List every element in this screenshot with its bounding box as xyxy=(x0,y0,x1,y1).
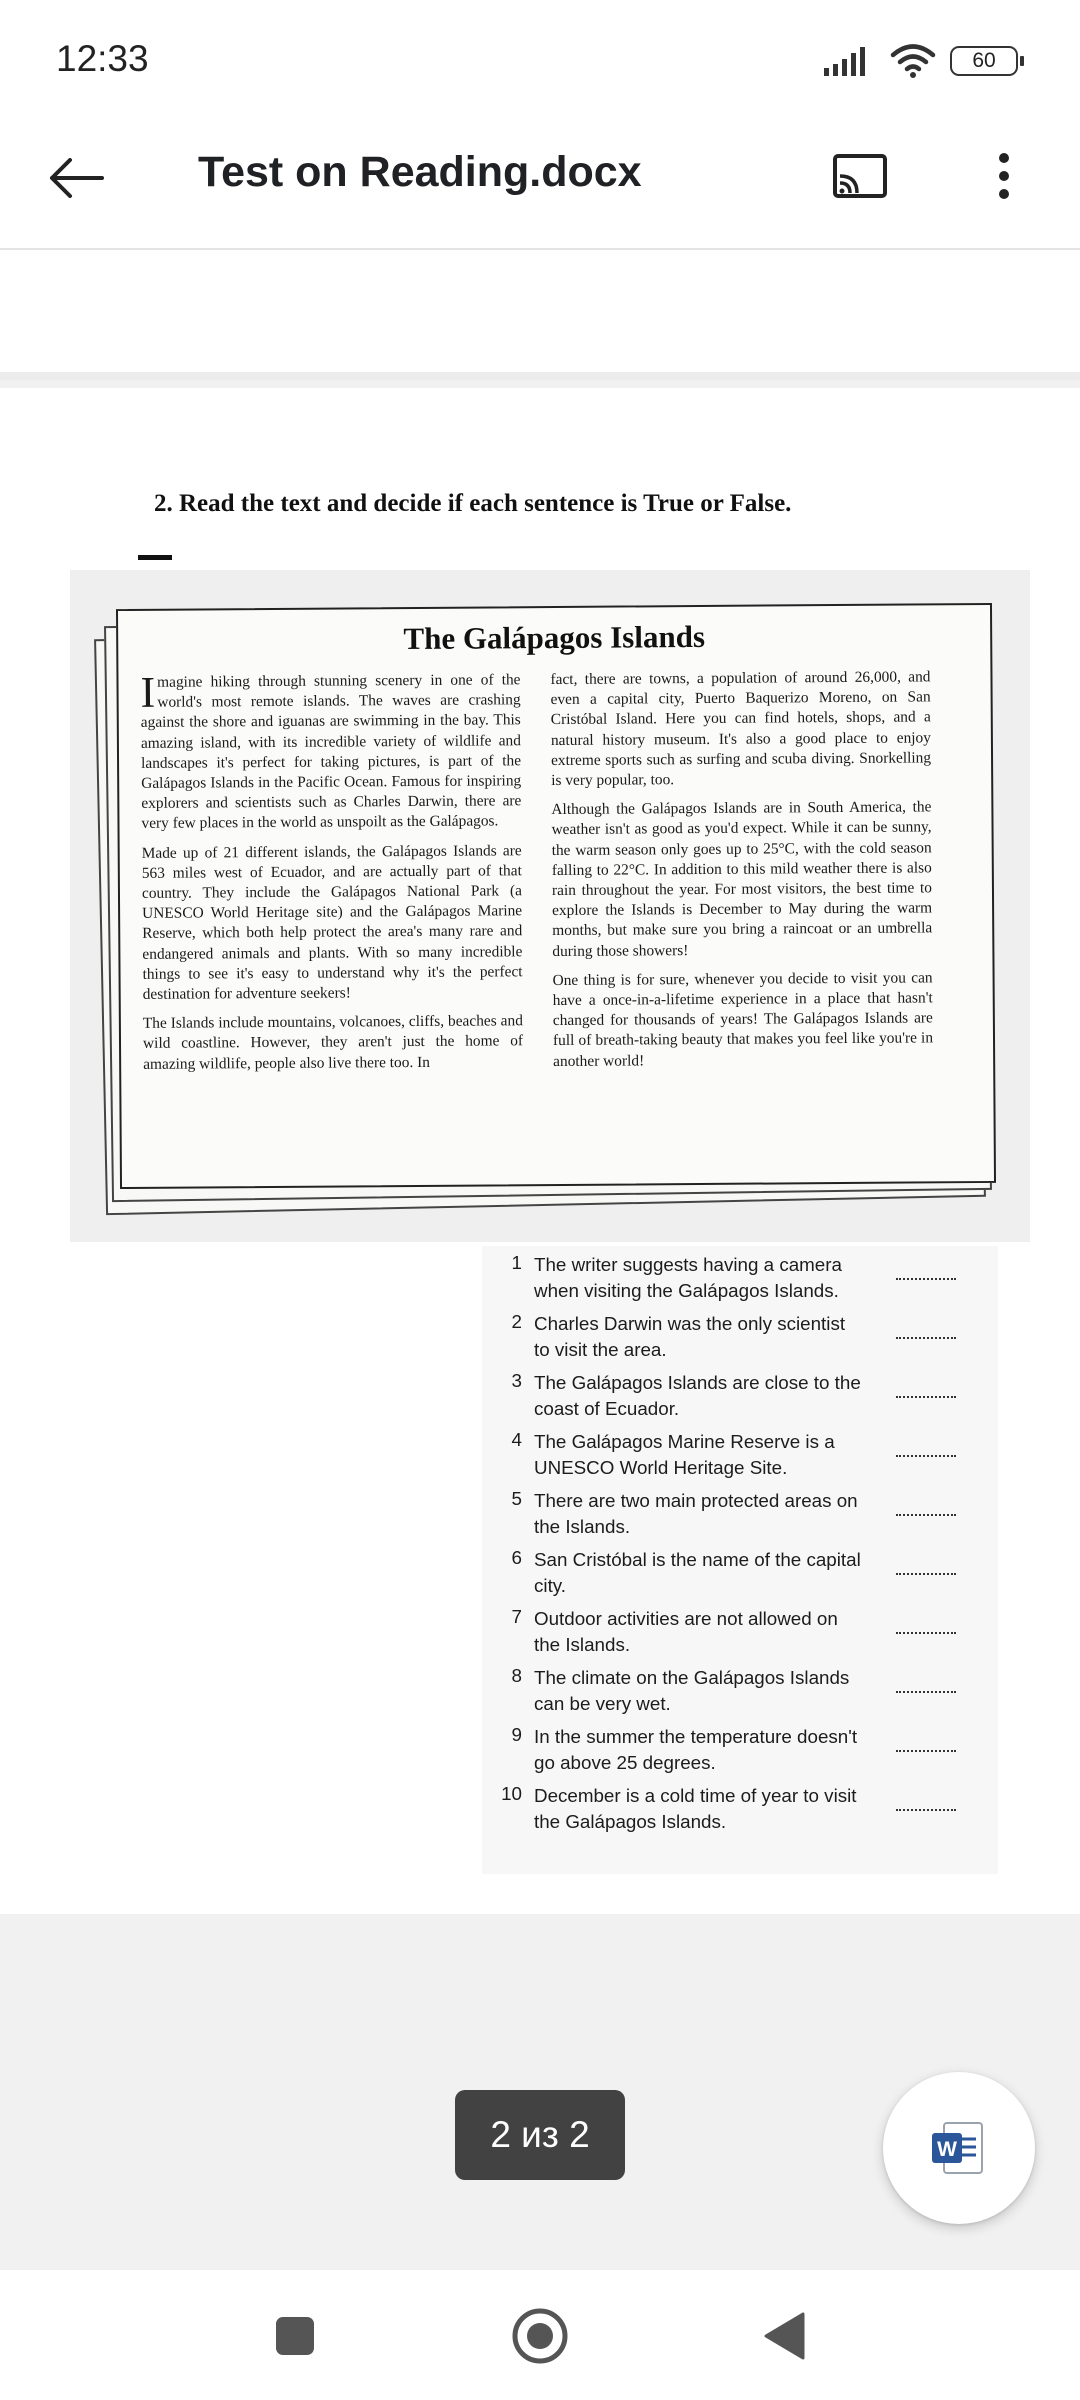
battery-indicator: 60 xyxy=(950,46,1018,76)
question-item xyxy=(482,1600,998,1658)
article-title: The Galápagos Islands xyxy=(403,618,706,657)
document-title: Test on Reading.docx xyxy=(198,148,642,196)
question-item xyxy=(482,1364,998,1422)
question-item xyxy=(482,1718,998,1776)
question-number: 1 xyxy=(511,1252,522,1273)
answer-blank xyxy=(896,1632,956,1634)
question-number: 10 xyxy=(501,1783,522,1804)
question-item xyxy=(482,1246,998,1304)
article-column-right xyxy=(550,667,933,1081)
question-text: The Galápagos Marine Reserve is a UNESCO World Heritage Site. xyxy=(534,1431,835,1478)
question-item xyxy=(482,1482,998,1540)
open-in-word-button[interactable] xyxy=(883,2072,1035,2224)
question-text: There are two main protected areas on the Islands. xyxy=(534,1490,858,1537)
answer-blank xyxy=(896,1455,956,1457)
question-number: 3 xyxy=(511,1370,522,1391)
question-number: 4 xyxy=(511,1429,522,1450)
question-item xyxy=(482,1423,998,1481)
answer-blank xyxy=(896,1573,956,1575)
status-bar xyxy=(0,0,1080,122)
question-text: In the summer the temperature doesn't go above 25 degrees. xyxy=(534,1726,858,1773)
article-paragraph: One thing is for sure, whenever you decide to visit you can have a once-in-a-lifetime experience in a place that hasn't changed for thousands of years! The Galápagos Islands are full of breath-taking beauty that makes you feel like you're in another world! xyxy=(552,969,934,1070)
question-text: The Galápagos Islands are close to the coast of Ecuador. xyxy=(534,1372,861,1419)
answer-blank xyxy=(896,1809,956,1811)
true-false-questions xyxy=(482,1246,998,1874)
article-paragraph: Although the Galápagos Islands are in South America, the weather isn't as good as you'd expect. While it can be sunny, the warm season only goes up to 25°C, with the cold season falling to 22°C. In addition to this mild weather there is also rain throughout the year. For most visitors, the best time to explore the Islands is December to May during the warm months, but make sure you bring a raincoat or an umbrella during those showers! xyxy=(551,798,933,960)
question-number: 8 xyxy=(511,1665,522,1686)
paper-sheet-front xyxy=(116,603,996,1189)
answer-blank xyxy=(896,1750,956,1752)
answer-blank xyxy=(896,1396,956,1398)
question-number: 9 xyxy=(511,1724,522,1745)
answer-blank xyxy=(896,1691,956,1693)
cast-button[interactable] xyxy=(826,142,894,210)
question-number: 7 xyxy=(511,1606,522,1627)
back-button[interactable] xyxy=(44,146,108,210)
question-text: The writer suggests having a camera when visiting the Galápagos Islands. xyxy=(534,1254,842,1301)
signal-icon xyxy=(824,46,876,76)
recents-button[interactable] xyxy=(259,2300,331,2372)
triangle-back-icon xyxy=(761,2311,807,2361)
article-paragraph: fact, there are towns, a population of around 26,000, and even a capital city, Puerto Baquerizo Moreno, on San Cristóbal Island. Here you can find hotels, shops, and a natural history museum. It's also a good place to enjoy extreme sports such as surfing and scuba diving. Snorkelling is very popular, too. xyxy=(550,668,932,790)
document-page[interactable] xyxy=(0,388,1080,1914)
back-nav-button[interactable] xyxy=(748,2300,820,2372)
svg-text:W: W xyxy=(937,2138,957,2161)
previous-page-end xyxy=(0,250,1080,380)
question-number: 6 xyxy=(511,1547,522,1568)
question-item xyxy=(482,1541,998,1599)
more-vert-icon xyxy=(998,152,1010,200)
microsoft-word-icon xyxy=(926,2115,992,2181)
question-number: 5 xyxy=(511,1488,522,1509)
question-text: The climate on the Galápagos Islands can be very wet. xyxy=(534,1667,850,1714)
home-button[interactable] xyxy=(504,2300,576,2372)
arrow-back-icon xyxy=(48,158,104,198)
question-text: San Cristóbal is the name of the capital city. xyxy=(534,1549,861,1596)
answer-blank xyxy=(896,1337,956,1339)
pen-mark xyxy=(138,555,172,560)
question-item xyxy=(482,1659,998,1717)
scanned-article-image xyxy=(70,570,1030,1242)
article-paragraph: Made up of 21 different islands, the Galápagos Islands are 563 miles west of Ecuador, and are actually part of that country. They include the Galápagos National Park (a UNESCO World Heritage site) and the Galápagos Marine Reserve, which both help protect the area's many rare and endangered animals and plants. With so many incredible things to see it's easy to understand why it's the perfect destination for adventure seekers! xyxy=(141,841,523,1003)
question-text: Charles Darwin was the only scientist to visit the area. xyxy=(534,1313,846,1360)
instruction-text: 2. Read the text and decide if each sentence is True or False. xyxy=(154,490,792,517)
question-number: 2 xyxy=(511,1311,522,1332)
question-item xyxy=(482,1777,998,1835)
more-options-button[interactable] xyxy=(970,142,1038,210)
article-column-left xyxy=(140,667,524,1084)
circle-icon xyxy=(511,2307,569,2365)
navigation-bar xyxy=(0,2270,1080,2400)
square-icon xyxy=(274,2315,316,2357)
question-item xyxy=(482,1305,998,1363)
page-indicator: 2 из 2 xyxy=(455,2090,625,2180)
cast-icon xyxy=(832,153,888,199)
answer-blank xyxy=(896,1278,956,1280)
article-paragraph: The Islands include mountains, volcanoes, cliffs, beaches and wild coastline. However, they aren't just the home of amazing wildlife, people also live there too. In xyxy=(142,1012,524,1073)
question-text: Outdoor activities are not allowed on the Islands. xyxy=(534,1608,838,1655)
article-paragraph: Imagine hiking through stunning scenery in one of the world's most remote islands. The waves are crashing against the shore and iguanas are swimming in the bay. This amazing island, with its incredible variety of wildlife and landscapes it's perfect for taking pictures, is part of the Galápagos Islands in the Pacific Ocean. Famous for inspiring explorers and scientists such as Charles Darwin, there are very few places in the world as unspoilt as the Galápagos. xyxy=(140,667,522,833)
status-time: 12:33 xyxy=(56,38,149,79)
answer-blank xyxy=(896,1514,956,1516)
question-text: December is a cold time of year to visit the Galápagos Islands. xyxy=(534,1785,857,1832)
status-icons xyxy=(824,44,1018,78)
app-bar xyxy=(0,122,1080,250)
wifi-icon xyxy=(890,44,936,78)
